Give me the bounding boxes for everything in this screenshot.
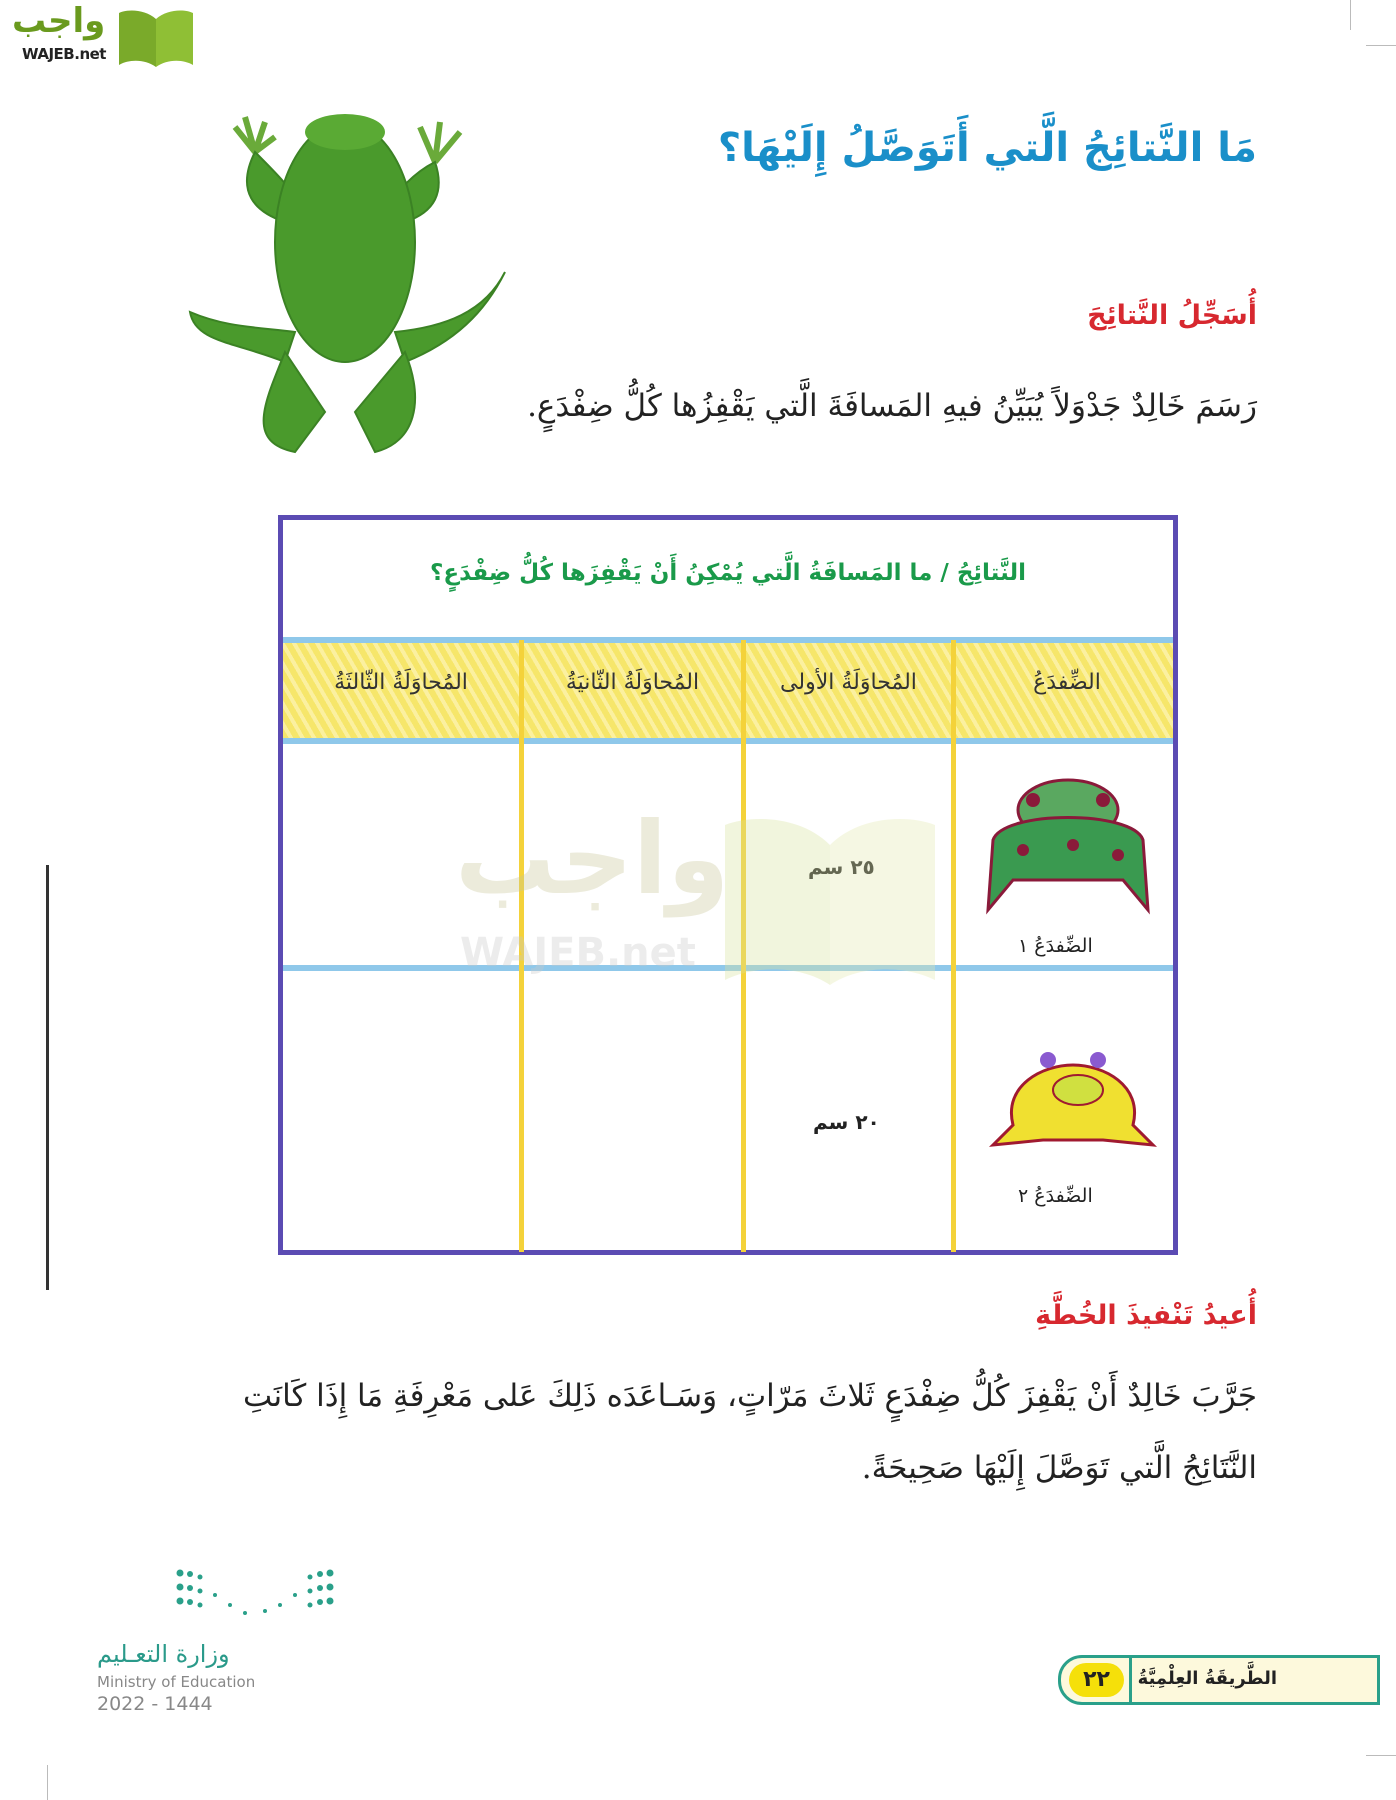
header-frog: الضِّفدَعُ bbox=[1033, 670, 1101, 695]
ministry-english: Ministry of Education bbox=[97, 1673, 256, 1691]
ministry-dots-icon bbox=[175, 1565, 335, 1625]
page-badge bbox=[1058, 1655, 1380, 1705]
ministry-arabic: وزارة التعـليم bbox=[97, 1640, 230, 1668]
frog-2-drawing bbox=[983, 1045, 1163, 1165]
frog-photo bbox=[185, 112, 540, 457]
redo-plan-heading: أُعيدُ تَنْفيذَ الخُطَّةِ bbox=[1035, 1300, 1257, 1331]
logo-arabic: واجب bbox=[12, 1, 106, 41]
logo-english: WAJEB.net bbox=[22, 45, 106, 63]
redo-plan-paragraph: جَرَّبَ خَالِدٌ أَنْ يَقْفِزَ كُلُّ ضِفْدَعٍ ثَلاثَ مَرّاتٍ، وَسَـاعَدَه ذَلِكَ عَلى مَعْرِفَةِ مَا إِذَا كَانَتِ النَّتَائِجُ الَّتي تَوَصَّلَ إِلَيْهَا صَحِيحَةً. bbox=[243, 1378, 1257, 1486]
header-third-attempt: المُحاوَلَةُ الثّالثَةُ bbox=[334, 670, 468, 695]
academic-year: 2022 - 1444 bbox=[97, 1693, 213, 1715]
frog-1-drawing bbox=[973, 760, 1163, 930]
frog-2-first-attempt: ٢٠ سم bbox=[813, 1110, 880, 1134]
header-first-attempt: المُحاوَلَةُ الأولى bbox=[780, 670, 917, 695]
record-results-heading: أُسَجِّلُ النَّتائِجَ bbox=[1087, 300, 1257, 331]
table-title: النَّتائِجُ / ما المَسافَةُ الَّتي يُمْكِنُ أَنْ يَقْفِزَها كُلُّ ضِفْدَعٍ؟ bbox=[430, 560, 1026, 586]
book-icon bbox=[115, 7, 197, 67]
results-table bbox=[278, 515, 1178, 1255]
header-second-attempt: المُحاوَلَةُ الثّانيَةُ bbox=[565, 670, 700, 695]
wajeb-logo[interactable] bbox=[10, 1, 190, 67]
frog-1-first-attempt: ٢٥ سم bbox=[808, 855, 875, 879]
watermark: واجب WAJEB.net bbox=[450, 810, 970, 990]
page-title: مَا النَّتائِجُ الَّتي أَتَوَصَّلُ إِلَيْهَا؟ bbox=[717, 125, 1257, 171]
frog-1-label: الضِّفدَعُ ١ bbox=[1018, 935, 1093, 957]
intro-paragraph: رَسَمَ خَالِدٌ جَدْوَلاً يُبَيِّنُ فيهِ المَسافَةَ الَّتي يَقْفِزُها كُلُّ ضِفْدَعٍ. bbox=[527, 388, 1257, 424]
ministry-logo bbox=[95, 1565, 355, 1725]
chapter-title: الطَّريقَةُ العِلْمِيَّةُ bbox=[1137, 1668, 1277, 1689]
page-number: ٢٢ bbox=[1069, 1663, 1124, 1697]
frog-2-label: الضِّفدَعُ ٢ bbox=[1018, 1185, 1093, 1207]
